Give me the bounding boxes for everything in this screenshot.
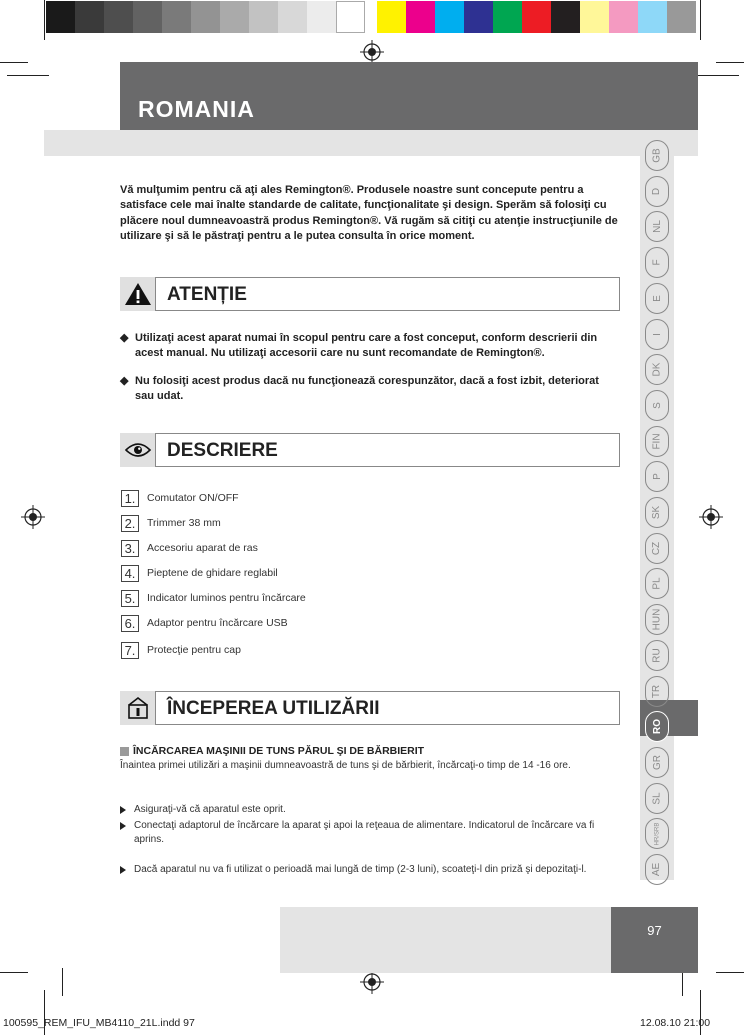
warning-icon [120, 277, 156, 311]
attention-title: ATENȚIE [167, 284, 247, 305]
language-tab-label: HUN [651, 608, 663, 631]
language-tab-gr[interactable] [645, 747, 669, 778]
language-tab-label: SL [651, 791, 663, 805]
crop-mark [700, 0, 701, 40]
language-tab-fin[interactable] [645, 426, 669, 457]
language-tab-label: NL [651, 220, 663, 234]
crop-mark [697, 75, 739, 76]
description-item: 2. Trimmer 38 mm [121, 514, 221, 532]
color-swatch [638, 1, 667, 33]
language-tab-e[interactable] [645, 283, 669, 314]
language-tab-ru[interactable] [645, 640, 669, 671]
getting-started-title: ÎNCEPEREA UTILIZĂRII [167, 698, 380, 719]
charging-paragraph: Înaintea primei utilizări a maşinii dumneavoastră de tuns şi de bărbierit, încărcaţi-o timp de 14 -16 ore. [120, 760, 571, 771]
color-swatch [406, 1, 435, 33]
description-item: 6. Adaptor pentru încărcare USB [121, 614, 288, 632]
language-tab-label: S [651, 402, 663, 409]
crop-mark [0, 62, 28, 63]
language-tab-hun[interactable] [645, 604, 669, 635]
description-item: 4. Pieptene de ghidare reglabil [121, 564, 278, 582]
language-tab-label: FIN [651, 433, 663, 450]
language-tab-label: CZ [651, 541, 663, 555]
crop-mark [716, 62, 744, 63]
gray-swatch [191, 1, 220, 33]
language-tab-label: RU [651, 648, 663, 663]
language-tab-label: D [651, 187, 663, 195]
language-tab-s[interactable] [645, 390, 669, 421]
registration-mark-icon [21, 505, 45, 529]
language-tab-label: I [651, 332, 663, 336]
eye-icon [120, 433, 156, 467]
language-tab-label: AE [651, 862, 663, 877]
arrow-bullet-icon [120, 822, 126, 830]
language-tab-sl[interactable] [645, 783, 669, 814]
description-item: 7. Protecţie pentru cap [121, 641, 241, 659]
page-title: ROMANIA [138, 96, 255, 122]
language-tab-pl[interactable] [645, 568, 669, 599]
color-swatch [377, 1, 406, 33]
instruction-bullet: Asiguraţi-vă că aparatul este oprit. [120, 803, 600, 817]
box-icon [120, 691, 156, 725]
language-tab-dk[interactable] [645, 354, 669, 385]
language-tab-label: GR [651, 754, 663, 770]
color-swatch [609, 1, 638, 33]
gray-swatch [220, 1, 249, 33]
arrow-bullet-icon [120, 866, 126, 874]
registration-mark-icon [360, 40, 384, 64]
language-tab-label: TR [651, 684, 663, 698]
registration-mark-icon [699, 505, 723, 529]
instruction-bullet: Dacă aparatul nu va fi utilizat o perioadă mai lungă de timp (2-3 luni), scoateţi-l din priză şi depozitaţi-l. [120, 863, 600, 877]
crop-mark [44, 0, 45, 40]
instruction-bullet: Conectaţi adaptorul de încărcare la aparat şi apoi la reţeaua de alimentare. Indicatorul de încărcare va fi aprins. [120, 819, 600, 846]
language-tab-label: GB [651, 148, 663, 163]
page-number-box [611, 907, 698, 973]
language-tab-tr[interactable] [645, 676, 669, 707]
description-item: 1. Comutator ON/OFF [121, 489, 239, 507]
file-info: 100595_REM_IFU_MB4110_21L.indd 97 [3, 1017, 195, 1029]
description-title: DESCRIERE [167, 440, 278, 461]
crop-mark [0, 972, 28, 973]
gray-swatch [162, 1, 191, 33]
language-tab-nl[interactable] [645, 211, 669, 242]
warning-bullet-icon: ◆ [120, 332, 129, 344]
gray-swatch [104, 1, 133, 33]
crop-mark [62, 968, 63, 996]
language-tab-cz[interactable] [645, 533, 669, 564]
language-tab-ae[interactable] [645, 854, 669, 885]
arrow-bullet-icon [120, 806, 126, 814]
header-underband [44, 130, 698, 156]
crop-mark [716, 972, 744, 973]
crop-mark [7, 75, 49, 76]
warning-item: ◆ Utilizaţi acest aparat numai în scopul pentru care a fost conceput, conform descrierii din acest manual. Nu utilizaţi accesorii care nu sunt recomandate de Remington®. [120, 332, 598, 359]
color-swatch [522, 1, 551, 33]
color-swatch [580, 1, 609, 33]
color-swatch [667, 1, 696, 33]
page-number: 97 [647, 923, 662, 938]
gray-swatch [336, 1, 365, 33]
language-tab-label: P [651, 473, 663, 481]
warning-bullet-icon: ◆ [120, 375, 129, 387]
language-tab-label: E [651, 294, 663, 302]
language-tab-ro[interactable] [645, 711, 669, 742]
color-swatch [435, 1, 464, 33]
language-tab-label: DK [651, 362, 663, 377]
gray-swatch [249, 1, 278, 33]
charging-subheading: ÎNCĂRCAREA MAŞINII DE TUNS PĂRUL ŞI DE BĂRBIERIT [120, 745, 424, 757]
language-tab-d[interactable] [645, 176, 669, 207]
language-tab-label: HR/SRB [654, 822, 661, 846]
registration-mark-icon [360, 970, 384, 994]
gray-swatch [307, 1, 336, 33]
language-tab-gb[interactable] [645, 140, 669, 171]
intro-paragraph: Vă mulţumim pentru că aţi ales Remington®. Produsele noastre sunt concepute pentru a satisface cele mai înalte standarde de calitate, funcţionalitate şi design. Sperăm să folosiţi cu plăcere noul dumneavoastră produs Remington®. Vă rugăm să citiţi cu atenţie instrucţiunile de utilizare şi să le păstraţi pentru a le putea consulta în orice moment. [120, 184, 618, 243]
warning-item: ◆ Nu folosiţi acest produs dacă nu funcţionează corespunzător, dacă a fost izbit, deteriorat sau udat. [120, 375, 599, 402]
language-tab-f[interactable] [645, 247, 669, 278]
color-swatch [493, 1, 522, 33]
language-tab-label: F [651, 259, 663, 266]
language-tab-p[interactable] [645, 461, 669, 492]
gray-swatch [46, 1, 75, 33]
language-tab-label: SK [651, 505, 663, 520]
language-tab-label: RO [651, 719, 663, 735]
description-item: 3. Accesoriu aparat de ras [121, 539, 258, 557]
gray-swatch [75, 1, 104, 33]
language-tab-hr-srb[interactable] [645, 818, 669, 849]
color-swatch [464, 1, 493, 33]
gray-swatch [133, 1, 162, 33]
square-bullet-icon [120, 747, 129, 756]
color-swatch [551, 1, 580, 33]
language-tab-i[interactable] [645, 319, 669, 350]
language-tab-label: PL [651, 577, 663, 591]
description-item: 5. Indicator luminos pentru încărcare [121, 589, 306, 607]
gray-swatch [278, 1, 307, 33]
date-info: 12.08.10 21:00 [640, 1017, 711, 1029]
language-tab-sk[interactable] [645, 497, 669, 528]
